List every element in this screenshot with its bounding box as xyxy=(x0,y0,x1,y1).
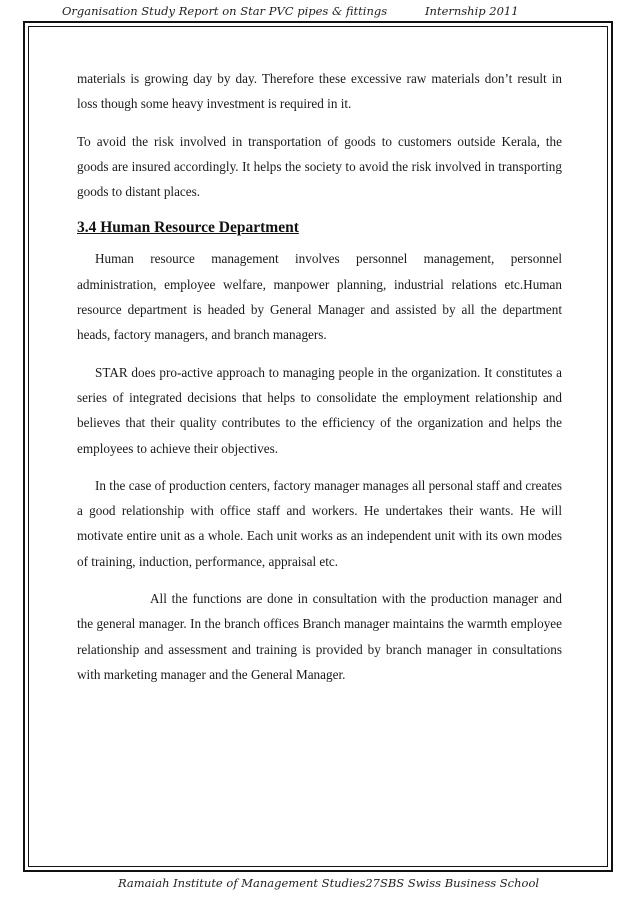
paragraph-transport-risk: To avoid the risk involved in transportation of goods to customers outside Kerala, the goods are insured accordingly. It helps the society to avoid the risk involved in transporting goods to distant places. xyxy=(77,133,562,200)
paragraph-star-approach: STAR does pro-active approach to managing people in the organization. It constitutes a series of integrated decisions that helps to consolidate the employment relationship and believes that their quality contributes to the efficiency of the organization and helps the employees to achieve their objectives. xyxy=(77,364,562,456)
header-internship: Internship 2011 xyxy=(425,4,519,18)
paragraph-raw-materials: materials is growing day by day. Therefore these excessive raw materials don’t result in loss though some heavy investment is required in it. xyxy=(77,71,562,112)
paragraph-consultation: All the functions are done in consultation with the production manager and the general manager. In the branch offices Branch manager maintains the warmth employee relationship and assessment and training is provided by branch manager in consultations with marketing manager and the General Manager. xyxy=(77,591,562,682)
footer-text: Ramaiah Institute of Management Studies27SBS Swiss Business School xyxy=(118,876,540,890)
section-heading: 3.4 Human Resource Department xyxy=(77,219,299,237)
paragraph-hr-management: Human resource management involves personnel management, personnel administration, employee welfare, manpower planning, industrial relations etc.Human resource department is headed by General Manager and assisted by all the department heads, factory managers, and branch managers. xyxy=(77,251,562,343)
header-title: Organisation Study Report on Star PVC pipes & fittings xyxy=(62,4,388,18)
paragraph-production-centers: In the case of production centers, factory manager manages all personal staff and creates a good relationship with office staff and workers. He undertakes their wants. He will motivate entire unit as a whole. Each unit works as an independent unit with its own modes of training, induction, performance, appraisal etc. xyxy=(77,477,562,569)
page-content xyxy=(77,66,562,699)
